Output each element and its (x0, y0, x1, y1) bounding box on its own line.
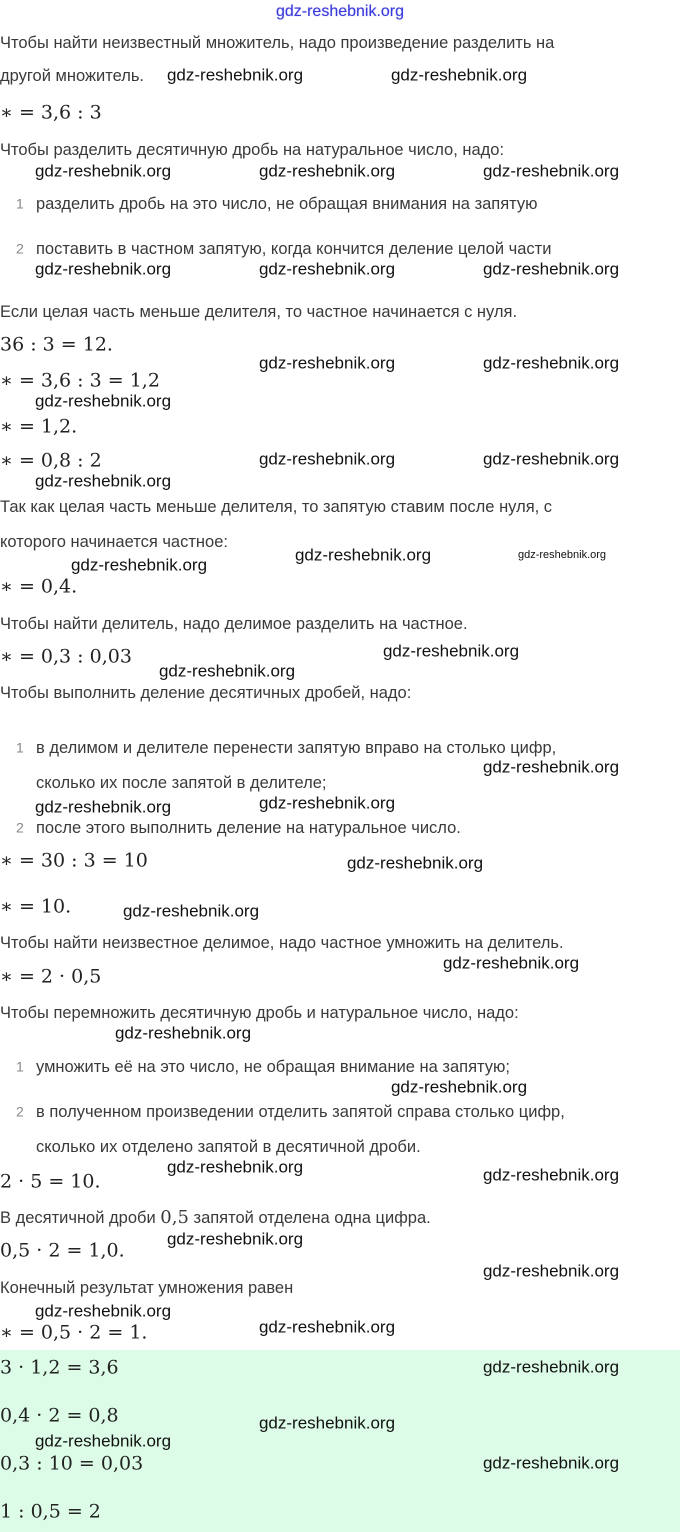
formula: ∗ = 0,3 : 0,03 (0, 645, 132, 668)
watermark: gdz-reshebnik.org (70, 555, 208, 575)
watermark: gdz-reshebnik.org (390, 1077, 528, 1097)
paragraph: Чтобы найти неизвестный множитель, надо произведение разделить на (0, 33, 555, 52)
watermark: gdz-reshebnik.org (482, 161, 620, 181)
list-item: сколько их отделено запятой в десятичной дроби. (36, 1137, 421, 1156)
formula: ∗ = 0,5 · 2 = 1. (0, 1321, 148, 1344)
watermark: gdz-reshebnik.org (258, 1413, 396, 1433)
watermark: gdz-reshebnik.org (517, 548, 607, 561)
watermark: gdz-reshebnik.org (482, 757, 620, 777)
watermark: gdz-reshebnik.org (294, 545, 432, 565)
formula: 0,3 : 10 = 0,03 (0, 1452, 144, 1475)
watermark: gdz-reshebnik.org (258, 1317, 396, 1337)
watermark: gdz-reshebnik.org (258, 793, 396, 813)
formula: ∗ = 30 : 3 = 10 (0, 849, 148, 872)
watermark: gdz-reshebnik.org (258, 353, 396, 373)
paragraph: Чтобы выполнить деление десятичных дробей, надо: (0, 683, 412, 702)
formula: 0,4 · 2 = 0,8 (0, 1404, 119, 1427)
paragraph (0, 1208, 431, 1228)
formula: ∗ = 10. (0, 895, 72, 918)
formula: ∗ = 3,6 : 3 = 1,2 (0, 369, 160, 392)
formula: 3 · 1,2 = 3,6 (0, 1356, 119, 1379)
watermark: gdz-reshebnik.org (122, 901, 260, 921)
formula: 1 : 0,5 = 2 (0, 1500, 101, 1523)
list-item: в полученном произведении отделить запятой справа столько цифр, (36, 1102, 565, 1121)
watermark: gdz-reshebnik.org (482, 259, 620, 279)
watermark: gdz-reshebnik.org (482, 449, 620, 469)
watermark: gdz-reshebnik.org (34, 391, 172, 411)
watermark: gdz-reshebnik.org (34, 259, 172, 279)
formula: ∗ = 0,8 : 2 (0, 449, 102, 472)
paragraph: другой множитель. (0, 66, 145, 85)
watermark: gdz-reshebnik.org (382, 641, 520, 661)
watermark: gdz-reshebnik.org (482, 1165, 620, 1185)
list-number: 1 (16, 739, 24, 756)
watermark: gdz-reshebnik.org (166, 65, 304, 85)
paragraph-text: В десятичной дроби (0, 1209, 161, 1228)
watermark: gdz-reshebnik.org (390, 65, 528, 85)
paragraph: Чтобы перемножить десятичную дробь и натуральное число, надо: (0, 1003, 519, 1022)
header-watermark: gdz-reshebnik.org (275, 3, 405, 21)
list-number: 2 (16, 1103, 24, 1120)
list-number: 1 (16, 195, 24, 212)
paragraph: Чтобы найти делитель, надо делимое разделить на частное. (0, 614, 468, 633)
watermark: gdz-reshebnik.org (114, 1023, 252, 1043)
watermark: gdz-reshebnik.org (258, 161, 396, 181)
formula: 0,5 · 2 = 1,0. (0, 1239, 125, 1262)
watermark: gdz-reshebnik.org (482, 353, 620, 373)
formula: ∗ = 2 · 0,5 (0, 965, 102, 988)
watermark: gdz-reshebnik.org (34, 471, 172, 491)
watermark: gdz-reshebnik.org (346, 853, 484, 873)
watermark: gdz-reshebnik.org (442, 953, 580, 973)
paragraph: Чтобы разделить десятичную дробь на натуральное число, надо: (0, 140, 505, 159)
formula: ∗ = 3,6 : 3 (0, 101, 102, 124)
watermark: gdz-reshebnik.org (158, 661, 296, 681)
formula: 36 : 3 = 12. (0, 333, 113, 356)
paragraph-text: запятой отделена одна цифра. (188, 1209, 431, 1228)
formula: ∗ = 0,4. (0, 575, 78, 598)
list-number: 1 (16, 1058, 24, 1075)
list-item: после этого выполнить деление на натуральное число. (36, 818, 461, 837)
paragraph: Так как целая часть меньше делителя, то запятую ставим после нуля, с (0, 497, 553, 516)
watermark: gdz-reshebnik.org (34, 1301, 172, 1321)
watermark: gdz-reshebnik.org (258, 259, 396, 279)
watermark: gdz-reshebnik.org (482, 1261, 620, 1281)
watermark: gdz-reshebnik.org (34, 797, 172, 817)
list-item: в делимом и делителе перенести запятую вправо на столько цифр, (36, 738, 557, 757)
watermark: gdz-reshebnik.org (166, 1157, 304, 1177)
paragraph: которого начинается частное: (0, 532, 228, 551)
list-number: 2 (16, 819, 24, 836)
list-item: поставить в частном запятую, когда кончится деление целой части (36, 239, 552, 258)
watermark: gdz-reshebnik.org (34, 1431, 172, 1451)
list-item: умножить её на это число, не обращая внимание на запятую; (36, 1057, 510, 1076)
formula: 2 · 5 = 10. (0, 1170, 101, 1193)
list-item: сколько их после запятой в делителе; (36, 773, 327, 792)
formula: ∗ = 1,2. (0, 415, 78, 438)
watermark: gdz-reshebnik.org (482, 1453, 620, 1473)
paragraph: Конечный результат умножения равен (0, 1278, 294, 1297)
watermark: gdz-reshebnik.org (482, 1357, 620, 1377)
watermark: gdz-reshebnik.org (34, 161, 172, 181)
inline-formula: 0,5 (160, 1207, 189, 1229)
list-number: 2 (16, 240, 24, 257)
watermark: gdz-reshebnik.org (258, 449, 396, 469)
list-item: разделить дробь на это число, не обращая внимания на запятую (36, 194, 538, 213)
paragraph: Если целая часть меньше делителя, то частное начинается с нуля. (0, 302, 518, 321)
watermark: gdz-reshebnik.org (166, 1229, 304, 1249)
paragraph: Чтобы найти неизвестное делимое, надо частное умножить на делитель. (0, 933, 564, 952)
